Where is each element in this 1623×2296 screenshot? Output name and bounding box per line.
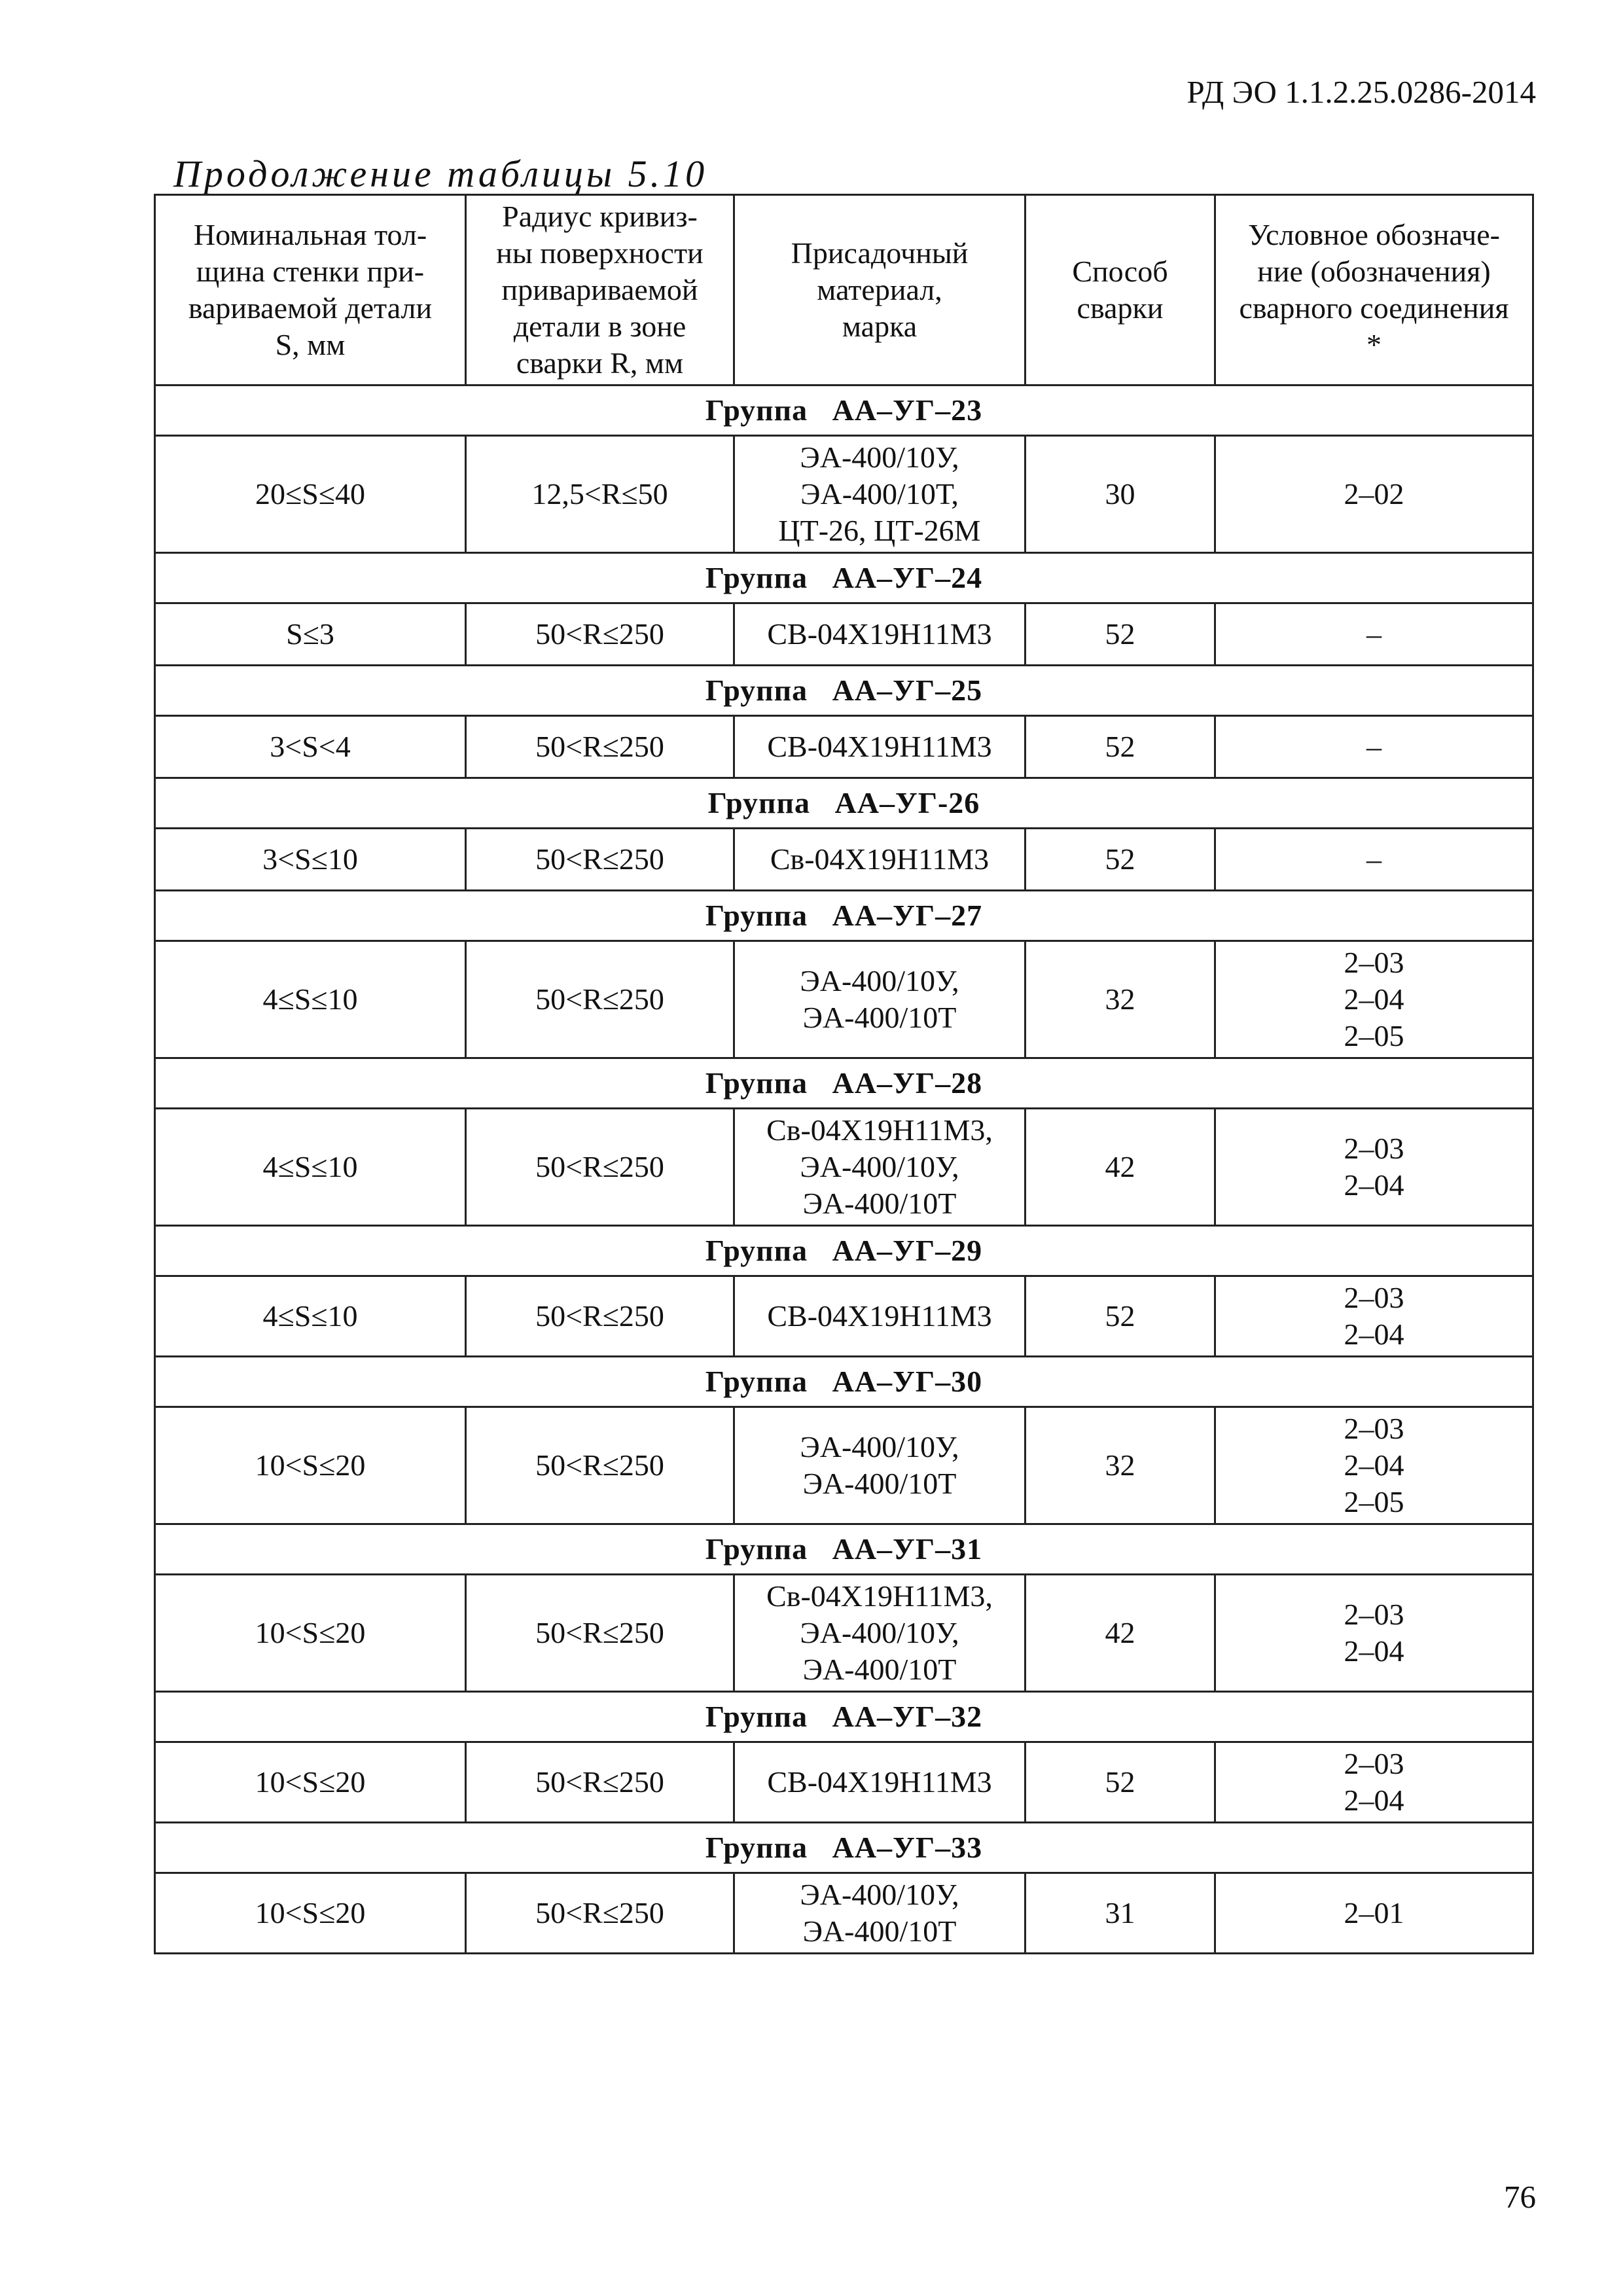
cell-curvature-radius: 50<R≤250 bbox=[466, 1742, 734, 1823]
group-title: Группа АА–УГ–24 bbox=[155, 553, 1533, 603]
cell-filler-material: ЭА-400/10У, ЭА-400/10Т bbox=[734, 1873, 1026, 1954]
group-header-row bbox=[155, 1357, 1533, 1407]
cell-curvature-radius: 50<R≤250 bbox=[466, 603, 734, 666]
cell-filler-material: Св-04Х19Н11М3, ЭА-400/10У, ЭА-400/10Т bbox=[734, 1575, 1026, 1692]
cell-wall-thickness: S≤3 bbox=[155, 603, 466, 666]
cell-filler-material: ЭА-400/10У, ЭА-400/10Т bbox=[734, 941, 1026, 1058]
welding-spec-table bbox=[154, 194, 1534, 1954]
cell-welding-method: 52 bbox=[1026, 603, 1215, 666]
cell-wall-thickness: 10<S≤20 bbox=[155, 1742, 466, 1823]
page-number: 76 bbox=[1504, 2179, 1536, 2215]
column-header-wall-thickness: Номинальная тол- щина стенки при- вариваемой детали S, мм bbox=[155, 195, 466, 386]
group-header-row bbox=[155, 891, 1533, 941]
table-caption: Продолжение таблицы 5.10 bbox=[173, 152, 708, 195]
cell-welding-method: 52 bbox=[1026, 1742, 1215, 1823]
group-title: Группа АА–УГ–29 bbox=[155, 1226, 1533, 1276]
table-row bbox=[155, 1109, 1533, 1226]
group-title: Группа АА–УГ–32 bbox=[155, 1692, 1533, 1742]
cell-filler-material: Св-04Х19Н11М3 bbox=[734, 829, 1026, 891]
cell-curvature-radius: 50<R≤250 bbox=[466, 829, 734, 891]
table-body bbox=[155, 386, 1533, 1954]
cell-wall-thickness: 4≤S≤10 bbox=[155, 1109, 466, 1226]
cell-curvature-radius: 50<R≤250 bbox=[466, 1407, 734, 1524]
cell-filler-material: СВ-04Х19Н11М3 bbox=[734, 1742, 1026, 1823]
group-title: Группа АА–УГ–27 bbox=[155, 891, 1533, 941]
column-header-curvature-radius: Радиус кривиз- ны поверхности привариваемой детали в зоне сварки R, мм bbox=[466, 195, 734, 386]
cell-wall-thickness: 20≤S≤40 bbox=[155, 436, 466, 553]
cell-joint-designation: 2–03 2–04 bbox=[1215, 1276, 1533, 1357]
cell-welding-method: 52 bbox=[1026, 1276, 1215, 1357]
cell-wall-thickness: 4≤S≤10 bbox=[155, 1276, 466, 1357]
cell-joint-designation: – bbox=[1215, 829, 1533, 891]
group-title: Группа АА–УГ–28 bbox=[155, 1058, 1533, 1109]
group-title: Группа АА–УГ–25 bbox=[155, 666, 1533, 716]
table-row bbox=[155, 1873, 1533, 1954]
cell-joint-designation: – bbox=[1215, 716, 1533, 778]
group-header-row bbox=[155, 386, 1533, 436]
cell-filler-material: Св-04Х19Н11М3, ЭА-400/10У, ЭА-400/10Т bbox=[734, 1109, 1026, 1226]
group-header-row bbox=[155, 1058, 1533, 1109]
group-header-row bbox=[155, 553, 1533, 603]
cell-wall-thickness: 3<S<4 bbox=[155, 716, 466, 778]
group-header-row bbox=[155, 1226, 1533, 1276]
cell-curvature-radius: 50<R≤250 bbox=[466, 1873, 734, 1954]
cell-filler-material: СВ-04Х19Н11М3 bbox=[734, 1276, 1026, 1357]
cell-filler-material: ЭА-400/10У, ЭА-400/10Т bbox=[734, 1407, 1026, 1524]
table-row bbox=[155, 829, 1533, 891]
cell-filler-material: СВ-04Х19Н11М3 bbox=[734, 716, 1026, 778]
cell-wall-thickness: 3<S≤10 bbox=[155, 829, 466, 891]
cell-joint-designation: – bbox=[1215, 603, 1533, 666]
cell-curvature-radius: 50<R≤250 bbox=[466, 716, 734, 778]
cell-wall-thickness: 10<S≤20 bbox=[155, 1575, 466, 1692]
table-row bbox=[155, 716, 1533, 778]
cell-joint-designation: 2–02 bbox=[1215, 436, 1533, 553]
group-title: Группа АА–УГ–33 bbox=[155, 1823, 1533, 1873]
cell-welding-method: 32 bbox=[1026, 941, 1215, 1058]
cell-joint-designation: 2–03 2–04 2–05 bbox=[1215, 1407, 1533, 1524]
cell-welding-method: 31 bbox=[1026, 1873, 1215, 1954]
cell-curvature-radius: 50<R≤250 bbox=[466, 1109, 734, 1226]
table-row bbox=[155, 436, 1533, 553]
cell-joint-designation: 2–03 2–04 bbox=[1215, 1109, 1533, 1226]
cell-wall-thickness: 4≤S≤10 bbox=[155, 941, 466, 1058]
cell-welding-method: 42 bbox=[1026, 1575, 1215, 1692]
group-title: Группа АА–УГ–30 bbox=[155, 1357, 1533, 1407]
group-header-row bbox=[155, 1524, 1533, 1575]
table-row bbox=[155, 1575, 1533, 1692]
column-header-joint-designation: Условное обозначе- ние (обозначения) сварного соединения * bbox=[1215, 195, 1533, 386]
cell-joint-designation: 2–03 2–04 2–05 bbox=[1215, 941, 1533, 1058]
group-header-row bbox=[155, 778, 1533, 829]
cell-joint-designation: 2–03 2–04 bbox=[1215, 1742, 1533, 1823]
table-row bbox=[155, 1742, 1533, 1823]
column-header-welding-method: Способ сварки bbox=[1026, 195, 1215, 386]
column-header-filler-material: Присадочный материал, марка bbox=[734, 195, 1026, 386]
cell-filler-material: ЭА-400/10У, ЭА-400/10Т, ЦТ-26, ЦТ-26М bbox=[734, 436, 1026, 553]
table-row bbox=[155, 1276, 1533, 1357]
cell-welding-method: 52 bbox=[1026, 716, 1215, 778]
group-header-row bbox=[155, 1692, 1533, 1742]
table-row bbox=[155, 1407, 1533, 1524]
cell-curvature-radius: 50<R≤250 bbox=[466, 1575, 734, 1692]
document-code: РД ЭО 1.1.2.25.0286-2014 bbox=[1186, 74, 1536, 110]
group-header-row bbox=[155, 1823, 1533, 1873]
group-title: Группа АА–УГ–23 bbox=[155, 386, 1533, 436]
group-header-row bbox=[155, 666, 1533, 716]
cell-welding-method: 42 bbox=[1026, 1109, 1215, 1226]
cell-welding-method: 32 bbox=[1026, 1407, 1215, 1524]
cell-wall-thickness: 10<S≤20 bbox=[155, 1873, 466, 1954]
cell-curvature-radius: 12,5<R≤50 bbox=[466, 436, 734, 553]
cell-curvature-radius: 50<R≤250 bbox=[466, 941, 734, 1058]
group-title: Группа АА–УГ–31 bbox=[155, 1524, 1533, 1575]
cell-curvature-radius: 50<R≤250 bbox=[466, 1276, 734, 1357]
group-title: Группа АА–УГ-26 bbox=[155, 778, 1533, 829]
cell-joint-designation: 2–03 2–04 bbox=[1215, 1575, 1533, 1692]
cell-joint-designation: 2–01 bbox=[1215, 1873, 1533, 1954]
table-row bbox=[155, 603, 1533, 666]
cell-welding-method: 30 bbox=[1026, 436, 1215, 553]
cell-wall-thickness: 10<S≤20 bbox=[155, 1407, 466, 1524]
cell-filler-material: СВ-04Х19Н11М3 bbox=[734, 603, 1026, 666]
table-row bbox=[155, 941, 1533, 1058]
cell-welding-method: 52 bbox=[1026, 829, 1215, 891]
table-header-row bbox=[155, 195, 1533, 386]
